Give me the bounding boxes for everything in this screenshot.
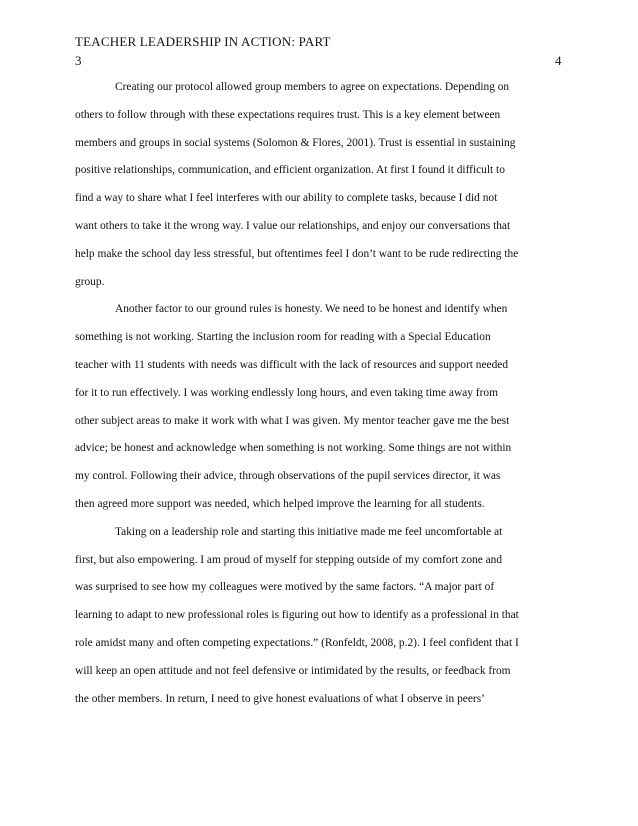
text-line: learning to adapt to new professional roles is figuring out how to identify as a professional in that <box>75 609 519 622</box>
text-line: teacher with 11 students with needs was difficult with the lack of resources and support needed <box>75 358 509 371</box>
text-line: others to follow through with these expectations requires trust. This is a key element between <box>75 108 501 121</box>
text-line: find a way to share what I feel interferes with our ability to complete tasks, because I did not <box>75 192 498 205</box>
text-line: members and groups in social systems (Solomon & Flores, 2001). Trust is essential in sustaining <box>75 136 516 149</box>
text-line: the other members. In return, I need to give honest evaluations of what I observe in peers’ <box>75 692 485 705</box>
text-line: first, but also empowering. I am proud of myself for stepping outside of my comfort zone and <box>75 553 503 566</box>
page-number: 4 <box>555 53 562 68</box>
text-line: want others to take it the wrong way. I value our relationships, and enjoy our conversations that <box>75 219 511 232</box>
text-line: for it to run effectively. I was working endlessly long hours, and even taking time away from <box>75 386 498 399</box>
paragraph-honesty <box>75 296 569 518</box>
running-head-section-number: 3 <box>75 53 82 68</box>
text-line: Another factor to our ground rules is honesty. We need to be honest and identify when <box>115 303 508 316</box>
paragraph-protocol-trust <box>75 74 569 296</box>
text-line: was surprised to see how my colleagues were motived by the same factors. “A major part of <box>75 581 495 594</box>
text-line: help make the school day less stressful, but oftentimes feel I don’t want to be rude redirecting the <box>75 247 519 260</box>
text-line: role amidst many and often competing expectations.” (Ronfeldt, 2008, p.2). I feel confident that I <box>75 636 519 649</box>
text-line: something is not working. Starting the inclusion room for reading with a Special Education <box>75 331 491 344</box>
body-text <box>75 74 569 713</box>
text-line: Taking on a leadership role and starting this initiative made me feel uncomfortable at <box>115 525 503 538</box>
text-line: then agreed more support was needed, which helped improve the learning for all students. <box>75 497 485 510</box>
text-line: positive relationships, communication, and efficient organization. At first I found it difficult to <box>75 164 505 177</box>
text-line: my control. Following their advice, through observations of the pupil services director, it was <box>75 470 501 483</box>
text-line: Creating our protocol allowed group members to agree on expectations. Depending on <box>115 81 510 93</box>
paragraph-leadership-role <box>75 519 569 714</box>
text-line: will keep an open attitude and not feel defensive or intimidated by the results, or feedback from <box>75 664 511 677</box>
running-head: TEACHER LEADERSHIP IN ACTION: PART <box>75 34 331 49</box>
text-line: other subject areas to make it work with what I was given. My mentor teacher gave me the best <box>75 414 510 427</box>
text-line: group. <box>75 275 105 288</box>
text-line: advice; be honest and acknowledge when something is not working. Some things are not within <box>75 442 512 455</box>
